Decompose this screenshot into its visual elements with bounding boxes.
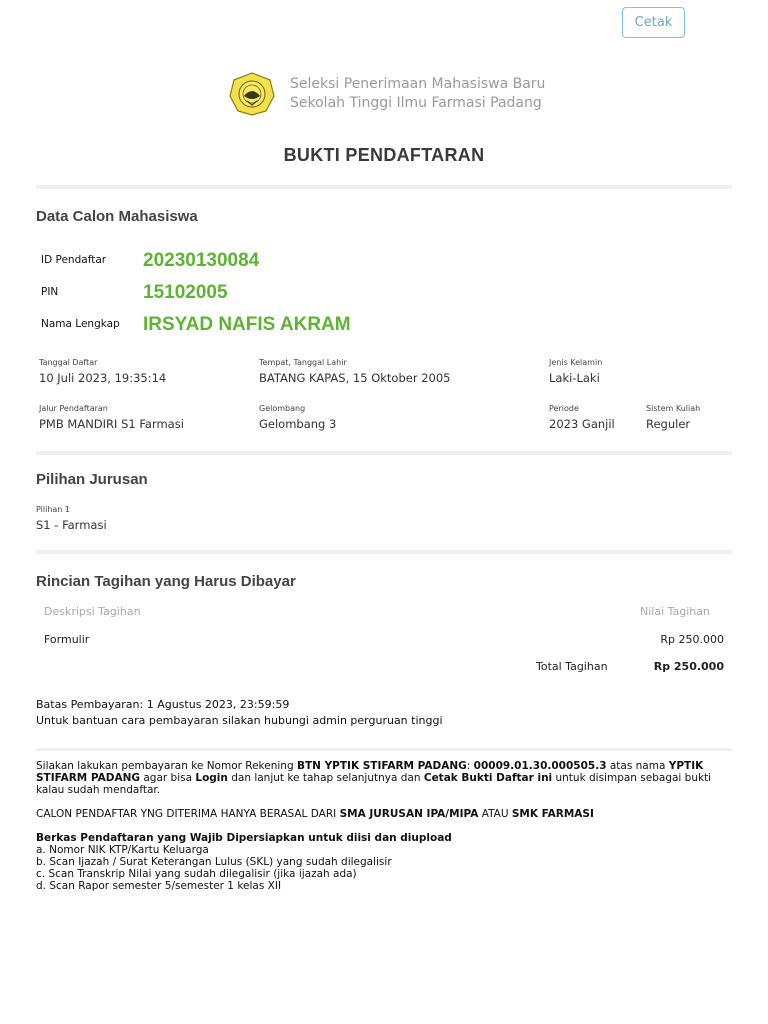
required-documents — [36, 832, 732, 892]
birth-value: BATANG KAPAS, 15 Oktober 2005 — [259, 371, 451, 385]
brand-line-2: Sekolah Tinggi Ilmu Farmasi Padang — [290, 95, 542, 111]
path-label: Jalur Pendaftaran — [39, 404, 108, 413]
period-value: 2023 Ganjil — [549, 417, 615, 431]
id-label: ID Pendaftar — [41, 254, 107, 266]
pin-label: PIN — [41, 286, 59, 298]
payment-help: Untuk bantuan cara pembayaran silakan hubungi admin perguruan tinggi — [36, 714, 443, 727]
registration-date: 10 Juli 2023, 19:35:14 — [39, 371, 167, 385]
major-section-title: Pilihan Jurusan — [36, 471, 148, 488]
total-amount: Rp 250.000 — [653, 660, 724, 673]
payment-notes — [36, 760, 732, 892]
list-item: a. Nomor NIK KTP/Kartu Keluarga — [36, 844, 209, 856]
total-label: Total Tagihan — [536, 660, 608, 673]
eligibility-note: CALON PENDAFTAR YNG DITERIMA HANYA BERASAL DARI SMA JURUSAN IPA/MIPA ATAU SMK FARMASI — [36, 808, 594, 820]
choice-label: Pilihan 1 — [36, 505, 70, 514]
divider — [36, 748, 732, 751]
divider — [36, 550, 732, 554]
wave-label: Gelombang — [259, 404, 306, 413]
billing-section-title: Rincian Tagihan yang Harus Dibayar — [36, 573, 296, 590]
system-value: Reguler — [646, 417, 691, 431]
id-value: 20230130084 — [143, 250, 260, 271]
bill-desc-header: Deskripsi Tagihan — [44, 605, 141, 618]
name-label: Nama Lengkap — [41, 318, 120, 330]
gender-value: Laki-Laki — [549, 371, 600, 385]
period-label: Periode — [549, 404, 579, 413]
print-button[interactable]: Cetak — [622, 7, 685, 38]
payment-deadline: Batas Pembayaran: 1 Agustus 2023, 23:59:59 — [36, 698, 290, 711]
divider — [36, 185, 732, 189]
institution-logo-icon — [229, 72, 275, 116]
wave-value: Gelombang 3 — [259, 417, 337, 431]
choice-value: S1 - Farmasi — [36, 518, 107, 532]
payment-instruction: Silakan lakukan pembayaran ke Nomor Rekening BTN YPTIK STIFARM PADANG: 00009.01.30.000505.3 atas nama YPTIK STIFARM PADANG agar bisa Login dan lanjut ke tahap selanjutnya dan Cetak Bukti Daftar ini untuk disimpan sebagai bukti kalau sudah mendaftar. — [36, 760, 712, 796]
birth-label: Tempat, Tanggal Lahir — [259, 358, 347, 367]
divider — [36, 451, 732, 455]
bill-item-desc: Formulir — [44, 633, 90, 646]
document-title: BUKTI PENDAFTARAN — [283, 145, 485, 165]
path-value: PMB MANDIRI S1 Farmasi — [39, 417, 184, 431]
documents-title: Berkas Pendaftaran yang Wajib Dipersiapkan untuk diisi dan diupload — [36, 832, 452, 844]
bill-amount-header: Nilai Tagihan — [640, 605, 710, 618]
system-label: Sistem Kuliah — [646, 404, 701, 413]
registration-date-label: Tanggal Daftar — [39, 358, 98, 367]
list-item: c. Scan Transkrip Nilai yang sudah dilegalisir (jika ijazah ada) — [36, 868, 357, 880]
list-item: b. Scan Ijazah / Surat Keterangan Lulus (SKL) yang sudah dilegalisir — [36, 856, 392, 868]
bill-item-amount: Rp 250.000 — [660, 633, 724, 646]
gender-label: Jenis Kelamin — [549, 358, 603, 367]
student-section-title: Data Calon Mahasiswa — [36, 208, 198, 225]
list-item: d. Scan Rapor semester 5/semester 1 kelas XII — [36, 880, 282, 892]
institution-header — [229, 72, 545, 116]
pin-value: 15102005 — [143, 282, 228, 303]
brand-line-1: Seleksi Penerimaan Mahasiswa Baru — [290, 76, 546, 92]
name-value: IRSYAD NAFIS AKRAM — [143, 314, 351, 335]
